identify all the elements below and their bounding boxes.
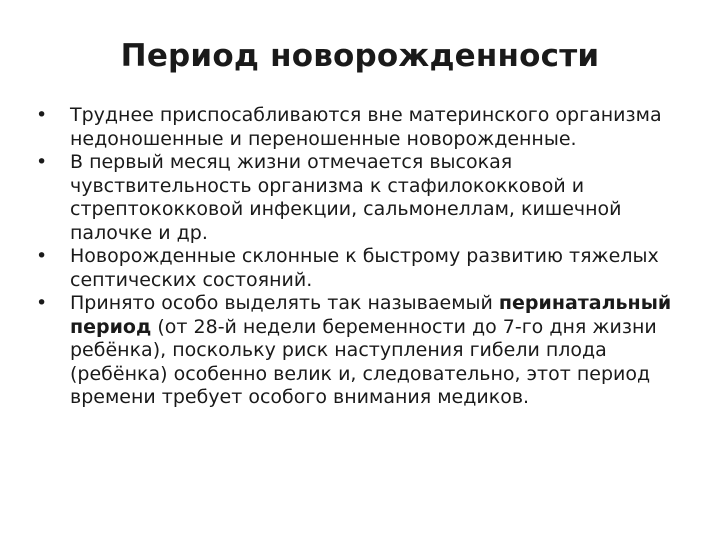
bullet-item [36, 292, 696, 410]
bullet-text: В первый месяц жизни отмечается высокая чувствительность организма к стафилококковой и стрептококковой инфекции, сальмонеллам, кишечной палочке и др. [70, 151, 622, 244]
bullet-item [36, 151, 696, 245]
bullet-icon: • [36, 151, 48, 173]
bullet-text-after: (от 28-й недели беременности до 7-го дня жизни ребёнка), поскольку риск наступления гибели плода (ребёнка) особенно велик и, следовательно, этот период времени требует особого внимания медиков. [70, 315, 657, 408]
bullet-item [36, 245, 696, 292]
bullet-item [36, 104, 696, 151]
bullet-text: Новорожденные склонные к быстрому развитию тяжелых септических состояний. [70, 245, 659, 291]
bullet-text: Труднее приспосабливаются вне материнского организма недоношенные и переношенные новорожденные. [70, 104, 662, 150]
bullet-text-before: Принято особо выделять так называемый [70, 292, 499, 314]
slide-title: Период новорожденности [120, 38, 600, 74]
bullet-list [36, 104, 696, 410]
bullet-icon: • [36, 292, 48, 314]
bullet-text-bold: перинатальный период [70, 292, 672, 338]
bullet-icon: • [36, 245, 48, 267]
bullet-icon: • [36, 104, 48, 126]
